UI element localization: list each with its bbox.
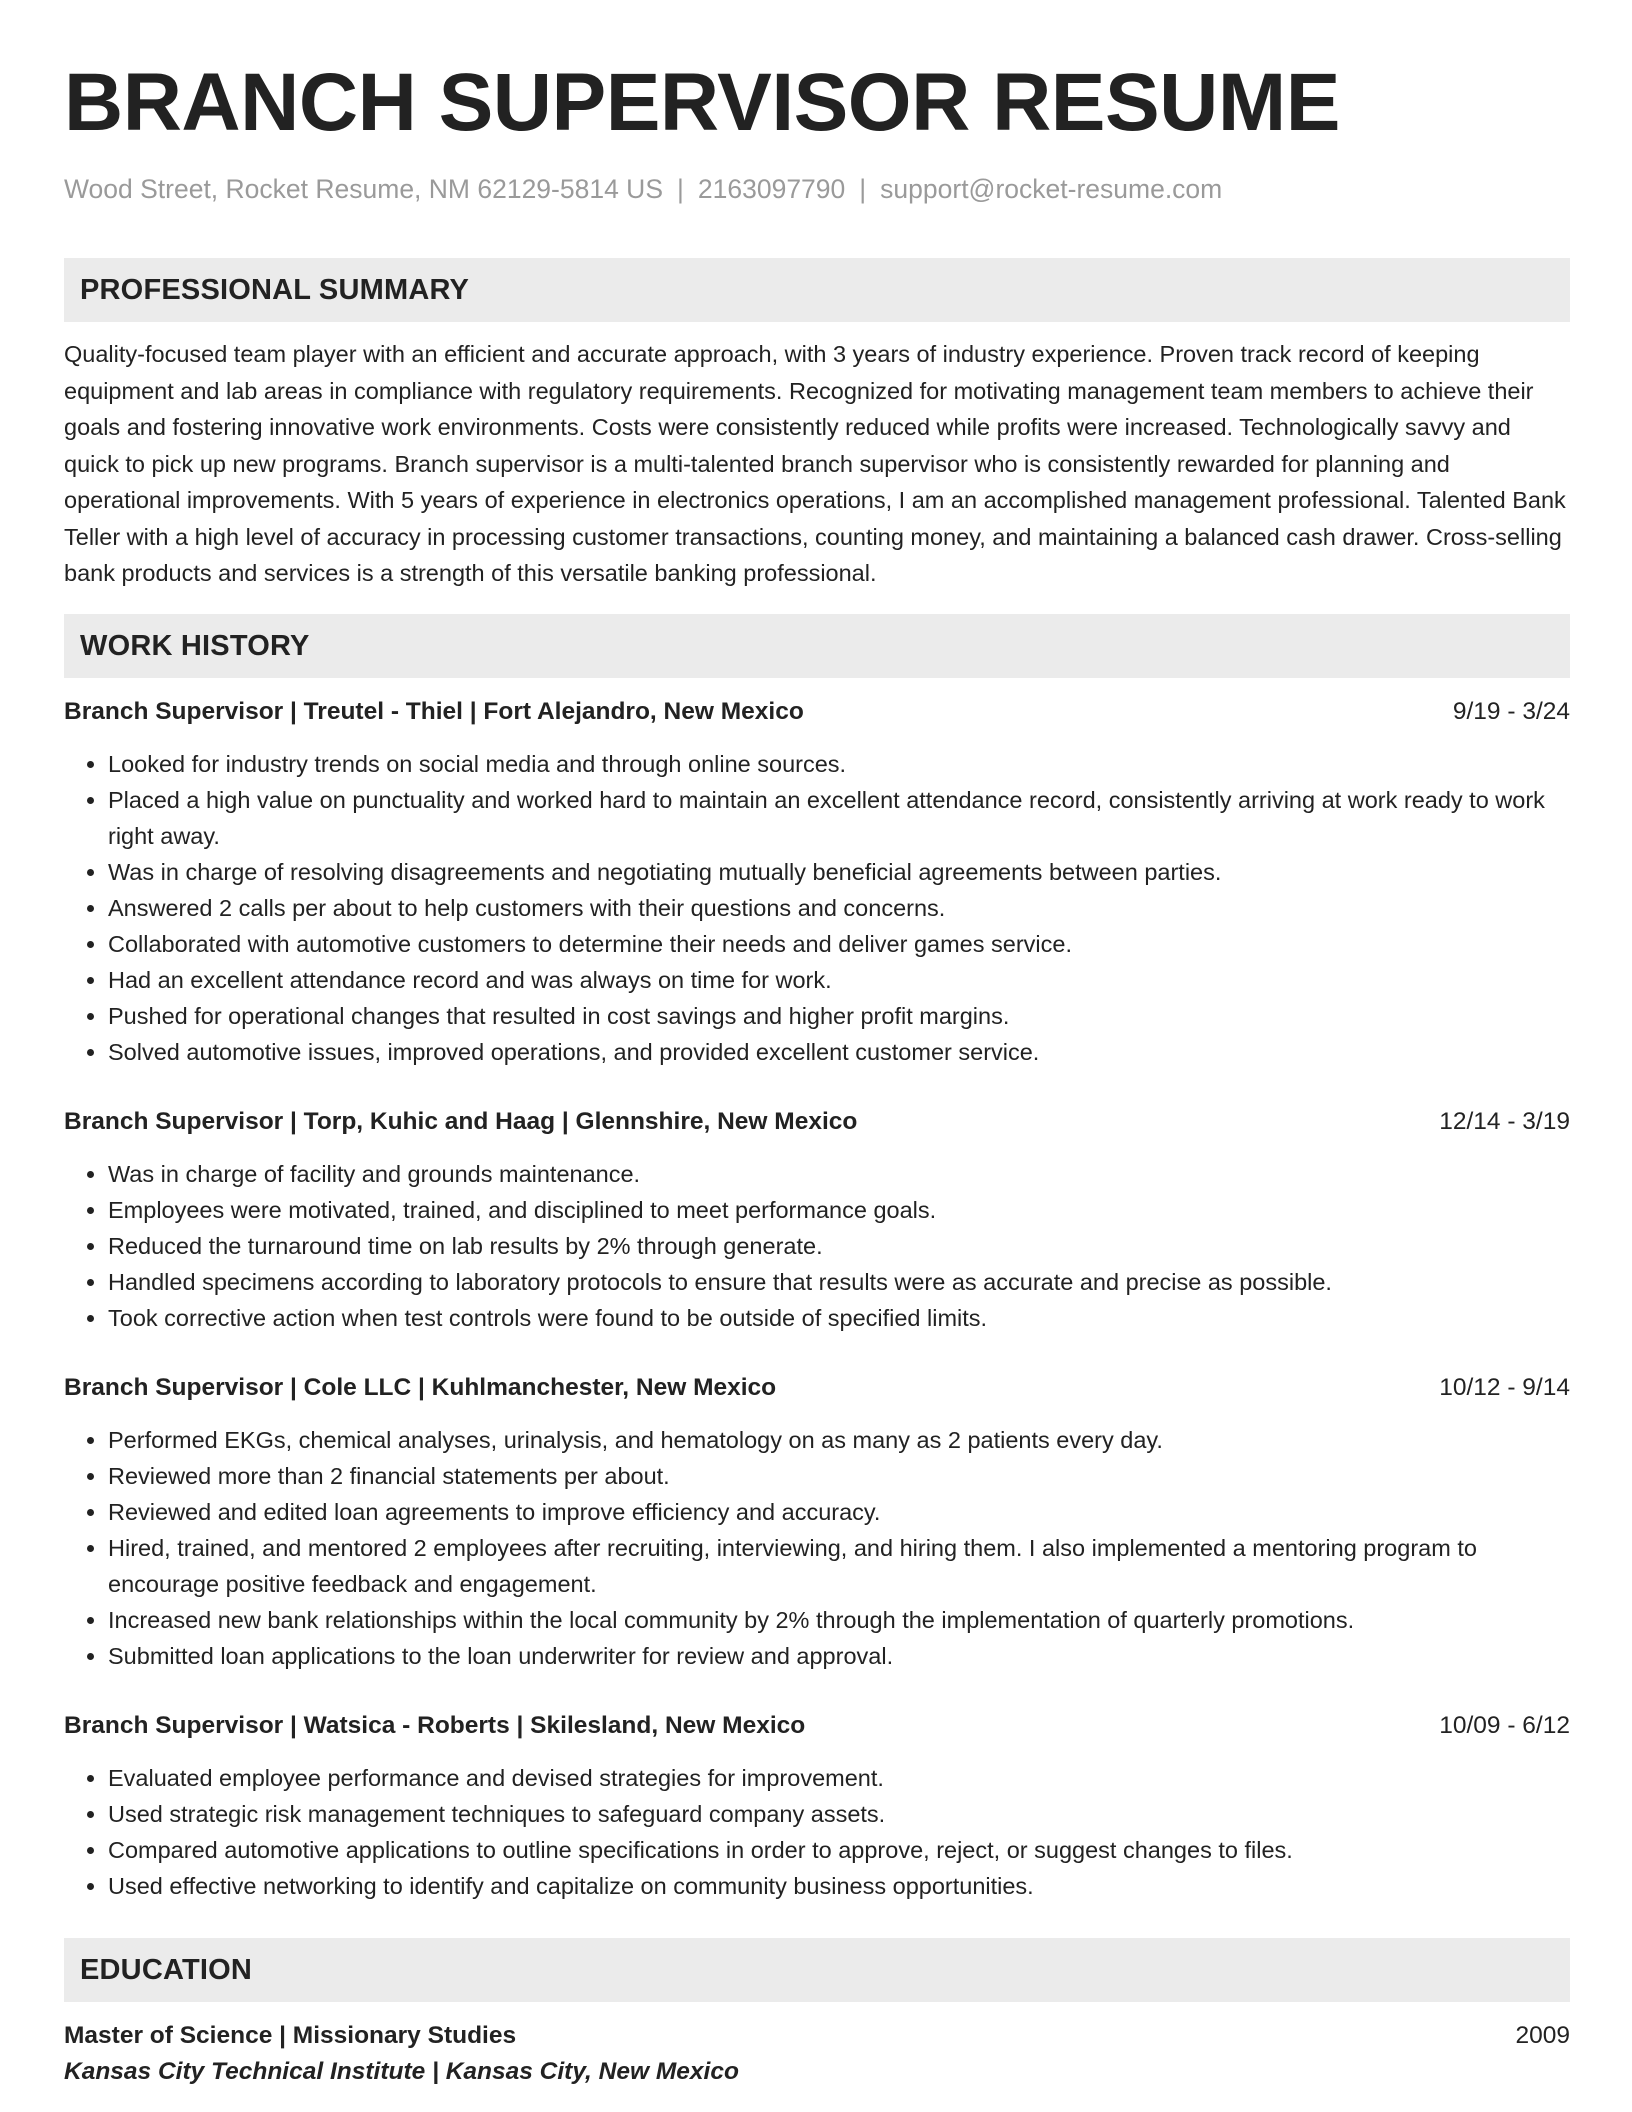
section-header-work-history: WORK HISTORY bbox=[64, 614, 1570, 678]
job-title: Branch Supervisor | Treutel - Thiel | Fort Alejandro, New Mexico bbox=[64, 697, 804, 725]
job-bullet: • Was in charge of facility and grounds maintenance. bbox=[108, 1156, 1570, 1192]
job-header bbox=[64, 1708, 1570, 1744]
job-bullet: • Compared automotive applications to outline specifications in order to approve, reject, or suggest changes to files. bbox=[108, 1832, 1570, 1868]
job-bullets bbox=[64, 746, 1570, 1070]
job-bullets bbox=[64, 1156, 1570, 1336]
job-dates: 12/14 - 3/19 bbox=[1439, 1107, 1570, 1135]
job-bullet: • Employees were motivated, trained, and disciplined to meet performance goals. bbox=[108, 1192, 1570, 1228]
job-bullet: • Solved automotive issues, improved operations, and provided excellent customer service. bbox=[108, 1034, 1570, 1070]
education-year: 2009 bbox=[1515, 2021, 1570, 2049]
job-bullet: • Had an excellent attendance record and was always on time for work. bbox=[108, 962, 1570, 998]
job-entry bbox=[64, 1708, 1570, 1904]
education-school: Kansas City Technical Institute | Kansas City, New Mexico bbox=[64, 2057, 739, 2085]
job-title: Branch Supervisor | Cole LLC | Kuhlmanchester, New Mexico bbox=[64, 1373, 777, 1401]
job-bullets bbox=[64, 1760, 1570, 1904]
resume-title: BRANCH SUPERVISOR RESUME bbox=[64, 57, 1340, 148]
job-bullet: • Used effective networking to identify and capitalize on community business opportunities. bbox=[108, 1868, 1570, 1904]
resume-page bbox=[64, 52, 1570, 2090]
contact-separator: | bbox=[859, 174, 867, 204]
job-bullet: • Was in charge of resolving disagreements and negotiating mutually beneficial agreements between parties. bbox=[108, 854, 1570, 890]
contact-separator: | bbox=[677, 174, 684, 204]
job-bullet: • Answered 2 calls per about to help customers with their questions and concerns. bbox=[108, 890, 1570, 926]
summary-text: Quality-focused team player with an efficient and accurate approach, with 3 years of industry experience. Proven track record of keeping equipment and lab areas in compliance with regulatory requirements. Recognized for motivating management team members to achieve their goals and fostering innovative work environments. Costs were consistently reduced while profits were increased. Technologically savvy and quick to pick up new programs. Branch supervisor is a multi-talented branch supervisor who is consistently rewarded for planning and operational improvements. With 5 years of experience in electronics operations, I am an accomplished management professional. Talented Bank Teller with a high level of accuracy in processing customer transactions, counting money, and maintaining a balanced cash drawer. Cross-selling bank products and services is a strength of this versatile banking professional. bbox=[64, 341, 1566, 586]
job-bullet: • Handled specimens according to laboratory protocols to ensure that results were as accurate and precise as possible. bbox=[108, 1264, 1570, 1300]
job-dates: 10/12 - 9/14 bbox=[1439, 1373, 1570, 1401]
education-header bbox=[64, 2018, 1570, 2054]
education-degree: Master of Science | Missionary Studies bbox=[64, 2021, 517, 2049]
job-title: Branch Supervisor | Watsica - Roberts | Skilesland, New Mexico bbox=[64, 1711, 806, 1739]
job-bullet: • Pushed for operational changes that resulted in cost savings and higher profit margins. bbox=[108, 998, 1570, 1034]
job-bullet: • Reviewed more than 2 financial statements per about. bbox=[108, 1458, 1570, 1494]
job-bullet: • Increased new bank relationships within the local community by 2% through the implementation of quarterly promotions. bbox=[108, 1602, 1570, 1638]
contact-phone: 2163097790 bbox=[697, 174, 846, 204]
job-bullets bbox=[64, 1422, 1570, 1674]
job-bullet: • Reduced the turnaround time on lab results by 2% through generate. bbox=[108, 1228, 1570, 1264]
job-entry bbox=[64, 694, 1570, 1070]
job-bullet: • Collaborated with automotive customers to determine their needs and deliver games service. bbox=[108, 926, 1570, 962]
job-bullet: • Placed a high value on punctuality and worked hard to maintain an excellent attendance record, consistently arriving at work ready to work right away. bbox=[108, 782, 1570, 854]
section-header-education: EDUCATION bbox=[64, 1938, 1570, 2002]
section-header-summary: PROFESSIONAL SUMMARY bbox=[64, 258, 1570, 322]
job-title: Branch Supervisor | Torp, Kuhic and Haag | Glennshire, New Mexico bbox=[64, 1107, 858, 1135]
contact-address: Wood Street, Rocket Resume, NM 62129-5814 US bbox=[64, 174, 663, 204]
job-dates: 10/09 - 6/12 bbox=[1439, 1711, 1570, 1739]
job-bullet: • Performed EKGs, chemical analyses, urinalysis, and hematology on as many as 2 patients every day. bbox=[108, 1422, 1570, 1458]
job-bullet: • Took corrective action when test controls were found to be outside of specified limits. bbox=[108, 1300, 1570, 1336]
job-bullet: • Reviewed and edited loan agreements to improve efficiency and accuracy. bbox=[108, 1494, 1570, 1530]
job-bullet: • Looked for industry trends on social media and through online sources. bbox=[108, 746, 1570, 782]
job-entry bbox=[64, 1370, 1570, 1674]
job-bullet: • Hired, trained, and mentored 2 employees after recruiting, interviewing, and hiring them. I also implemented a mentoring program to encourage positive feedback and engagement. bbox=[108, 1530, 1570, 1602]
job-header bbox=[64, 1104, 1570, 1140]
contact-line bbox=[64, 174, 1570, 214]
job-header bbox=[64, 1370, 1570, 1406]
job-bullet: • Used strategic risk management techniques to safeguard company assets. bbox=[108, 1796, 1570, 1832]
contact-email[interactable]: support@rocket-resume.com bbox=[880, 174, 1223, 204]
job-bullet: • Evaluated employee performance and devised strategies for improvement. bbox=[108, 1760, 1570, 1796]
job-entry bbox=[64, 1104, 1570, 1336]
job-header bbox=[64, 694, 1570, 730]
job-bullet: • Submitted loan applications to the loan underwriter for review and approval. bbox=[108, 1638, 1570, 1674]
job-dates: 9/19 - 3/24 bbox=[1452, 697, 1570, 725]
